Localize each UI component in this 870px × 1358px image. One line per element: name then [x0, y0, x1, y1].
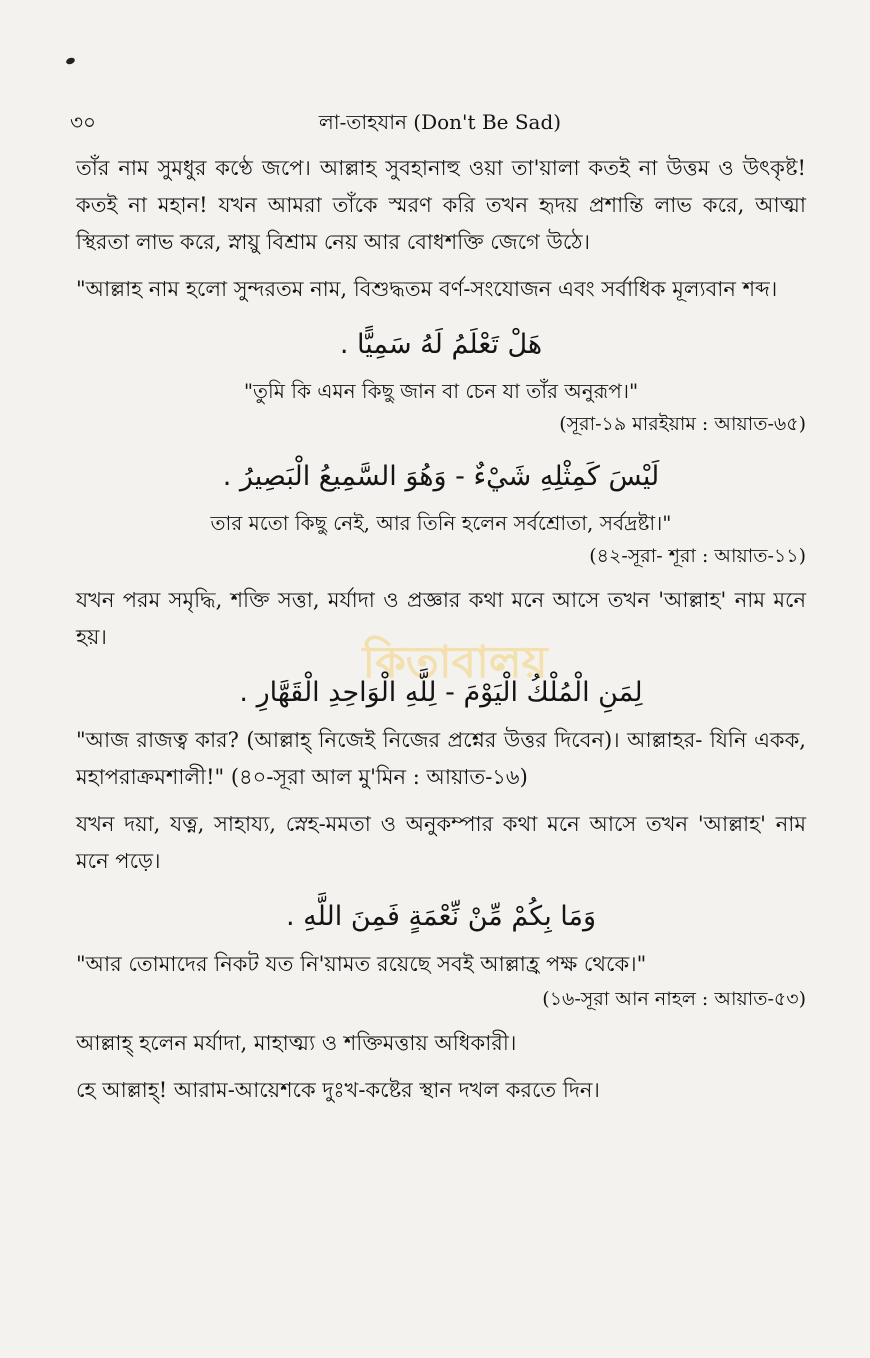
verse-1-translation: "তুমি কি এমন কিছু জান বা চেন যা তাঁর অনুরূপ।"	[243, 379, 639, 403]
verse-4-translation: "আর তোমাদের নিকট যত নি'য়ামত রয়েছে সবই আল্লাহ্র পক্ষ থেকে।"	[76, 952, 647, 976]
paragraph-6: হে আল্লাহ্! আরাম-আয়েশকে দুঃখ-কষ্টের স্থান দখল করতে দিন।	[76, 1078, 600, 1102]
paragraph-4: যখন দয়া, যত্ন, সাহায্য, স্নেহ-মমতা ও অনুকম্পার কথা মনে আসে তখন 'আল্লাহ' নাম মনে পড়ে।	[76, 812, 806, 873]
verse-1-reference: (সূরা-১৯ মারইয়াম : আয়াত-৬৫)	[559, 413, 806, 435]
page-body	[76, 150, 806, 1109]
running-title: লা-তাহযান (Don't Be Sad)	[318, 110, 562, 134]
arabic-verse-1: هَلْ تَعْلَمُ لَهُ سَمِيًّا .	[339, 329, 543, 360]
arabic-verse-2: لَيْسَ كَمِثْلِهِ شَيْءٌ - وَهُوَ السَّمِيعُ الْبَصِيرُ .	[222, 461, 660, 492]
arabic-verse-3: لِمَنِ الْمُلْكُ الْيَوْمَ - لِلَّهِ الْوَاحِدِ الْقَهَّارِ .	[239, 677, 643, 708]
paragraph-1: তাঁর নাম সুমধুর কণ্ঠে জপে। আল্লাহ সুবহানাহু ওয়া তা'য়ালা কতই না উত্তম ও উৎকৃষ্ট! কতই না মহান! যখন আমরা তাঁকে স্মরণ করি তখন হৃদয় প্রশান্তি লাভ করে, আত্মা স্থিরতা লাভ করে, স্নায়ু বিশ্রাম নেয় আর বোধশক্তি জেগে উঠে।	[76, 156, 806, 254]
publisher-watermark: কিতাবালয়	[362, 637, 548, 688]
verse-2-reference: (৪২-সূরা- শূরা : আয়াত-১১)	[589, 545, 806, 567]
page-header	[70, 108, 810, 138]
ink-dot	[65, 57, 76, 66]
paragraph-5: আল্লাহ্ হলেন মর্যাদা, মাহাত্ম্য ও শক্তিমত্তায় অধিকারী।	[76, 1031, 517, 1055]
verse-4-reference: (১৬-সূরা আন নাহল : আয়াত-৫৩)	[542, 988, 806, 1010]
paragraph-3: যখন পরম সমৃদ্ধি, শক্তি সত্তা, মর্যাদা ও প্রজ্ঞার কথা মনে আসে তখন 'আল্লাহ' নাম মনে হয়।	[76, 588, 806, 649]
verse-3-translation: "আজ রাজত্ব কার? (আল্লাহ্ নিজেই নিজের প্রশ্নের উত্তর দিবেন)। আল্লাহর- যিনি একক, মহাপরাক্রমশালী!" (৪০-সূরা আল মু'মিন : আয়াত-১৬)	[76, 728, 806, 789]
page-number: ৩০	[70, 110, 97, 134]
verse-2-translation: তার মতো কিছু নেই, আর তিনি হলেন সর্বশ্রোতা, সর্বদ্রষ্টা।"	[210, 511, 672, 535]
arabic-verse-4: وَمَا بِكُمْ مِّنْ نِّعْمَةٍ فَمِنَ اللَّهِ .	[285, 901, 597, 932]
paragraph-2: "আল্লাহ নাম হলো সুন্দরতম নাম, বিশুদ্ধতম বর্ণ-সংযোজন এবং সর্বাধিক মূল্যবান শব্দ।	[76, 277, 778, 301]
